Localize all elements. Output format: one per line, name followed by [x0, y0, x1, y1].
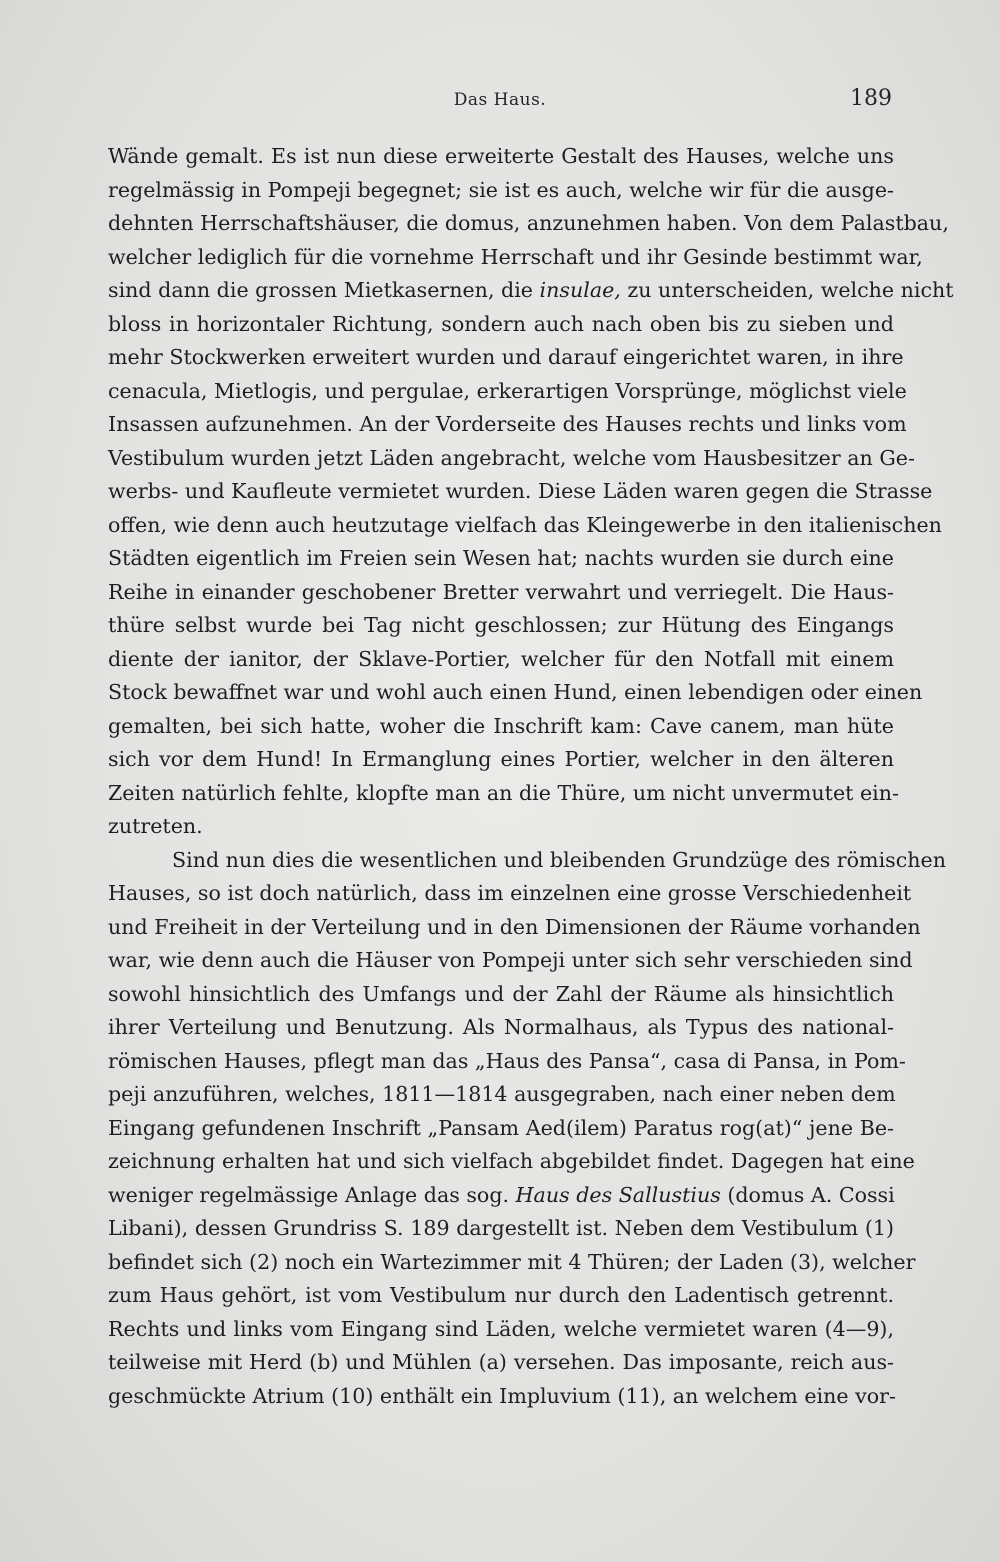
body-text: [108, 140, 954, 1413]
text-line: offen, wie denn auch heutzutage vielfach das Kleingewerbe in den italienischen: [108, 512, 942, 537]
text-line: werbs- und Kaufleute vermietet wurden. Diese Läden waren gegen die Strasse: [108, 479, 933, 503]
text-line: bloss in horizontaler Richtung, sondern auch nach oben bis zu sieben und: [108, 311, 894, 336]
text-line: Zeiten natürlich fehlte, klopfte man an die Thüre, um nicht unvermutet ein-: [108, 780, 899, 805]
page-number: 189: [850, 86, 892, 111]
text-line: römischen Hauses, pflegt man das „Haus des Pansa“, casa di Pansa, in Pom-: [108, 1048, 906, 1073]
text-line: weniger regelmässige Anlage das sog. Haus des Sallustius (domus A. Cossi: [108, 1182, 895, 1207]
text-line: ihrer Verteilung und Benutzung. Als Normalhaus, als Typus des national-: [108, 1015, 894, 1039]
text-line: thüre selbst wurde bei Tag nicht geschlossen; zur Hütung des Eingangs: [108, 613, 894, 637]
text-line: Rechts und links vom Eingang sind Läden, welche vermietet waren (4—9),: [108, 1316, 894, 1341]
running-title: Das Haus.: [453, 90, 547, 110]
paragraph-end-line: zutreten.: [108, 814, 203, 838]
text-line: sind dann die grossen Mietkasernen, die insulae, zu unterscheiden, welche nicht: [108, 278, 954, 302]
text-line: geschmückte Atrium (10) enthält ein Impluvium (11), an welchem eine vor-: [108, 1383, 896, 1408]
text-line: sowohl hinsichtlich des Umfangs und der Zahl der Räume als hinsichtlich: [108, 981, 894, 1006]
text-line: cenacula, Mietlogis, und pergulae, erkerartigen Vorsprünge, möglichst viele: [108, 378, 907, 403]
text-line: war, wie denn auch die Häuser von Pompeji unter sich sehr verschieden sind: [108, 948, 913, 972]
text-line: mehr Stockwerken erweitert wurden und darauf eingerichtet waren, in ihre: [108, 345, 904, 369]
text-line: Insassen aufzunehmen. An der Vorderseite des Hauses rechts und links vom: [108, 412, 907, 436]
text-line: befindet sich (2) noch ein Wartezimmer mit 4 Thüren; der Laden (3), welcher: [108, 1249, 916, 1274]
paragraph-start-line: Sind nun dies die wesentlichen und bleibenden Grundzüge des römischen: [172, 847, 946, 872]
text-line: zeichnung erhalten hat und sich vielfach abgebildet findet. Dagegen hat eine: [108, 1149, 915, 1173]
text-line: Vestibulum wurden jetzt Läden angebracht, welche vom Hausbesitzer an Ge-: [108, 445, 915, 470]
italic-term: insulae,: [539, 278, 621, 302]
text-line: zum Haus gehört, ist vom Vestibulum nur durch den Ladentisch getrennt.: [108, 1283, 894, 1307]
text-line: Stock bewaffnet war und wohl auch einen Hund, einen lebendigen oder einen: [108, 680, 923, 704]
text-line: Wände gemalt. Es ist nun diese erweiterte Gestalt des Hauses, welche uns: [108, 144, 894, 168]
text-line: teilweise mit Herd (b) und Mühlen (a) versehen. Das imposante, reich aus-: [108, 1350, 894, 1374]
text-line: sich vor dem Hund! In Ermanglung eines Portier, welcher in den älteren: [108, 747, 894, 771]
text-line: peji anzuführen, welches, 1811—1814 ausgegraben, nach einer neben dem: [108, 1082, 896, 1106]
text-line: welcher lediglich für die vornehme Herrschaft und ihr Gesinde bestimmt war,: [108, 244, 923, 269]
text-line: dehnten Herrschaftshäuser, die domus, anzunehmen haben. Von dem Palastbau,: [108, 211, 949, 235]
text-line: Hauses, so ist doch natürlich, dass im einzelnen eine grosse Verschiedenheit: [108, 881, 912, 905]
page-header: [108, 86, 892, 122]
text-line: Eingang gefundenen Inschrift „Pansam Aed(ilem) Paratus rog(at)“ jene Be-: [108, 1115, 894, 1140]
text-line: und Freiheit in der Verteilung und in den Dimensionen der Räume vorhanden: [108, 914, 921, 939]
text-line: Städten eigentlich im Freien sein Wesen hat; nachts wurden sie durch eine: [108, 546, 894, 570]
text-line: Reihe in einander geschobener Bretter verwahrt und verriegelt. Die Haus-: [108, 579, 894, 604]
text-line: gemalten, bei sich hatte, woher die Inschrift kam: Cave canem, man hüte: [108, 713, 894, 738]
text-line: diente der ianitor, der Sklave-Portier, welcher für den Notfall mit einem: [108, 646, 894, 671]
italic-term: Haus des Sallustius: [515, 1182, 721, 1207]
text-line: regelmässig in Pompeji begegnet; sie ist es auch, welche wir für die ausge-: [108, 177, 894, 202]
text-line: Libani), dessen Grundriss S. 189 dargestellt ist. Neben dem Vestibulum (1): [108, 1216, 894, 1240]
